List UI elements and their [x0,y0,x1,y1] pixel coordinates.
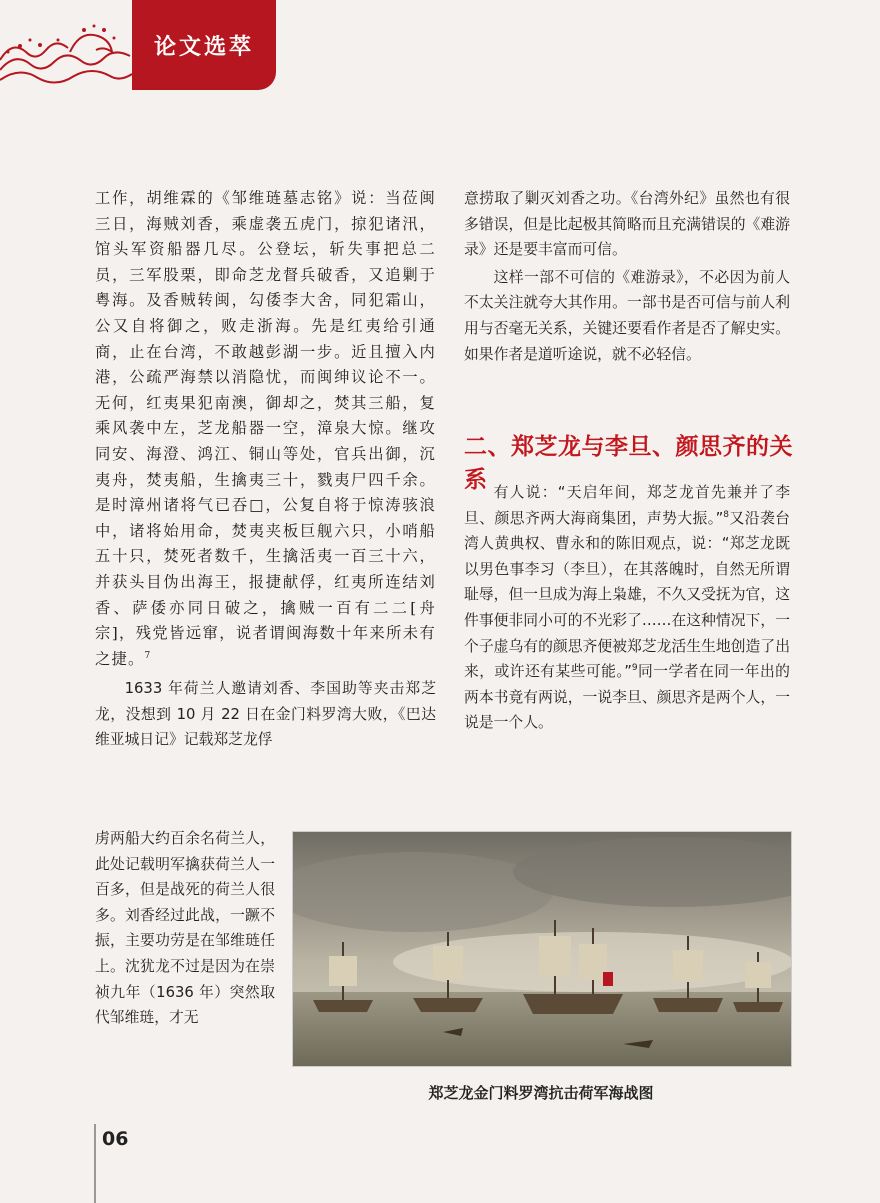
footnote-ref-9: 9 [631,663,638,674]
section-heading: 二、郑芝龙与李旦、颜思齐的关系 [464,434,793,493]
paragraph-1633: 1633 年荷兰人邀请刘香、李国助等夹击郑芝龙，没想到 10 月 22 日在金门料罗湾大败，《巴达维亚城日记》记载郑芝龙俘 [95,680,436,749]
naval-battle-painting [292,831,792,1067]
quote-claim-2: 又沿袭台湾人黄典权、曹永和的陈旧观点，说：“郑芝龙既以男色事李习（李旦），在其落魄时，自然无所谓耻辱，但一旦成为海上枭雄，不久又受抚为官，这件事便非同小可的不光彩了……在这种情况下，一个子虚乌有的颜思齐便被郑芝龙活生生地创造了出来，或许还有某些可能。” [464,509,790,681]
quote-paragraph [95,186,436,672]
section-label: 论文选萃 [132,0,276,90]
right-column [464,186,790,367]
quote-claim: 有人说：“天启年间，郑芝龙首先兼并了李旦、颜思齐两大海商集团，声势大振。” [464,484,790,527]
paragraph-unreliable: 这样一部不可信的《难游录》，不必因为前人不太关注就夸大其作用。一部书是否可信与前人利用与否毫无关系，关键还要看作者是否了解史实。如果作者是道听途说，就不必轻信。 [464,268,790,363]
page-number: 06 [102,1128,129,1150]
section-body [464,480,790,736]
wrapped-paragraph: 虏两船大约百余名荷兰人，此处记载明军擒获荷兰人一百多，但是战死的荷兰人很多。刘香经过此战，一蹶不振，主要功劳是在邹维琏任上。沈犹龙不过是因为在崇祯九年（1636 年）突然取代邹维琏，才无 [95,830,275,1027]
quote-claim-3: 同一学者在同一年出的两本书竟有两说，一说李旦、颜思齐是两个人，一说是一个人。 [464,663,790,732]
figure-caption: 郑芝龙金门料罗湾抗击荷军海战图 [428,1084,654,1102]
wave-decoration-icon [0,0,132,92]
footnote-ref-8: 8 [723,509,730,520]
quote-text: 工作，胡维霖的《邹维琏墓志铭》说：当莅闽三日，海贼刘香，乘虚袭五虎门，掠犯诸汛，馆头军资船器几尽。公登坛，斩失事把总二员，三军股栗，即命芝龙督兵破香，又追剿于粤海。及香贼转闽，勾倭李大舍，同犯霜山，公又自将御之，败走浙海。先是红夷给引通商，止在台湾，不敢越彭湖一步。近且擅入内港，公疏严海禁以消隐忧，而闽绅议论不一。无何，红夷果犯南澳，御却之，焚其三船，复乘风袭中左，芝龙船器一空，漳泉大惊。继攻同安、海澄、鸿江、铜山等处，官兵出御，沉夷舟，焚夷船，生擒夷三十，戮夷尸四千余。是时漳州诸将气已吞□，公复自将于惊涛骇浪中，诸将始用命，焚夷夹板巨舰六只，小哨船五十只，焚死者数千，生擒活夷一百三十六，并获头目伪出海王，报捷献俘，红夷所连结刘香、萨倭亦同日破之，擒贼一百有二二[舟宗]，残党皆远窜，说者谓闽海数十年来所未有之捷。 [95,189,436,668]
footnote-ref-7: 7 [144,650,152,661]
page-divider [94,1124,96,1203]
paragraph-continued: 意捞取了剿灭刘香之功。《台湾外纪》虽然也有很多错误，但是比起极其简略而且充满错误的《难游录》还是要丰富而可信。 [464,190,790,259]
left-column [95,186,436,753]
paragraph-someone-said [464,480,790,736]
